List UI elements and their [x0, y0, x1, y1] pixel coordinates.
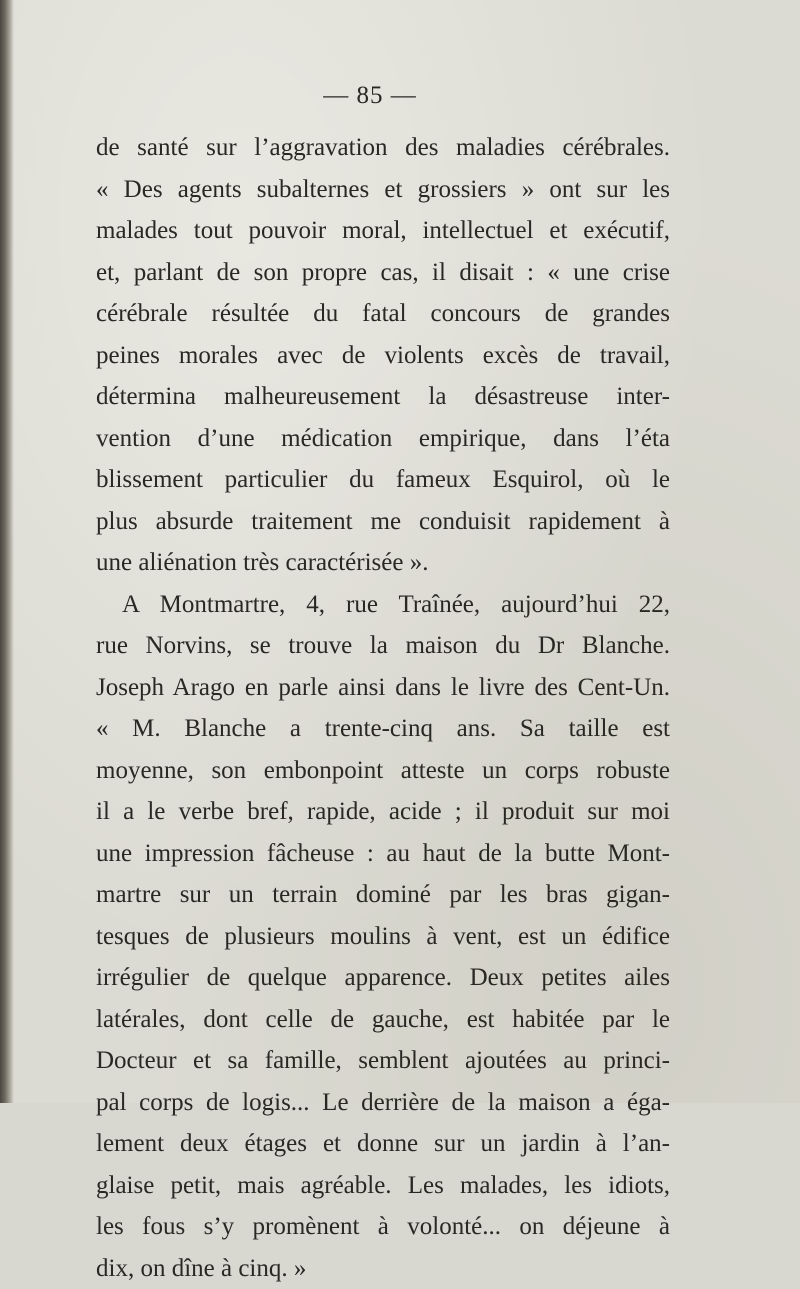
text-line: peines morales avec de violents excès de travail,: [96, 335, 670, 377]
text-line: dix, on dîne à cinq. »: [96, 1248, 670, 1289]
text-line: une aliénation très caractérisée ».: [96, 542, 670, 584]
text-line: Docteur et sa famille, semblent ajoutées au princi-: [96, 1040, 670, 1082]
text-line: latérales, dont celle de gauche, est habitée par le: [96, 999, 670, 1041]
text-line: détermina malheureusement la désastreuse inter-: [96, 376, 670, 418]
text-line: vention d’une médication empirique, dans l’éta: [96, 418, 670, 460]
body-text: [96, 127, 670, 1289]
text-line: martre sur un terrain dominé par les bras gigan-: [96, 874, 670, 916]
text-line: moyenne, son embonpoint atteste un corps robuste: [96, 750, 670, 792]
text-line: une impression fâcheuse : au haut de la butte Mont-: [96, 833, 670, 875]
page-number: — 85 —: [0, 82, 740, 110]
text-line: « M. Blanche a trente-cinq ans. Sa taille est: [96, 708, 670, 750]
text-line: « Des agents subalternes et grossiers » ont sur les: [96, 169, 670, 211]
book-spine-shadow: [0, 0, 14, 1103]
text-line: lement deux étages et donne sur un jardin à l’an-: [96, 1123, 670, 1165]
text-line: pal corps de logis... Le derrière de la maison a éga-: [96, 1082, 670, 1124]
text-line: malades tout pouvoir moral, intellectuel et exécutif,: [96, 210, 670, 252]
text-line: irrégulier de quelque apparence. Deux petites ailes: [96, 957, 670, 999]
text-line: les fous s’y promènent à volonté... on déjeune à: [96, 1206, 670, 1248]
text-line: tesques de plusieurs moulins à vent, est un édifice: [96, 916, 670, 958]
text-line: il a le verbe bref, rapide, acide ; il produit sur moi: [96, 791, 670, 833]
text-line: de santé sur l’aggravation des maladies cérébrales.: [96, 127, 670, 169]
text-line: Joseph Arago en parle ainsi dans le livre des Cent-Un.: [96, 667, 670, 709]
text-line: A Montmartre, 4, rue Traînée, aujourd’hui 22,: [96, 584, 670, 626]
text-line: rue Norvins, se trouve la maison du Dr Blanche.: [96, 625, 670, 667]
text-line: et, parlant de son propre cas, il disait : « une crise: [96, 252, 670, 294]
text-line: glaise petit, mais agréable. Les malades, les idiots,: [96, 1165, 670, 1207]
text-line: blissement particulier du fameux Esquirol, où le: [96, 459, 670, 501]
text-line: cérébrale résultée du fatal concours de grandes: [96, 293, 670, 335]
text-line: plus absurde traitement me conduisit rapidement à: [96, 501, 670, 543]
